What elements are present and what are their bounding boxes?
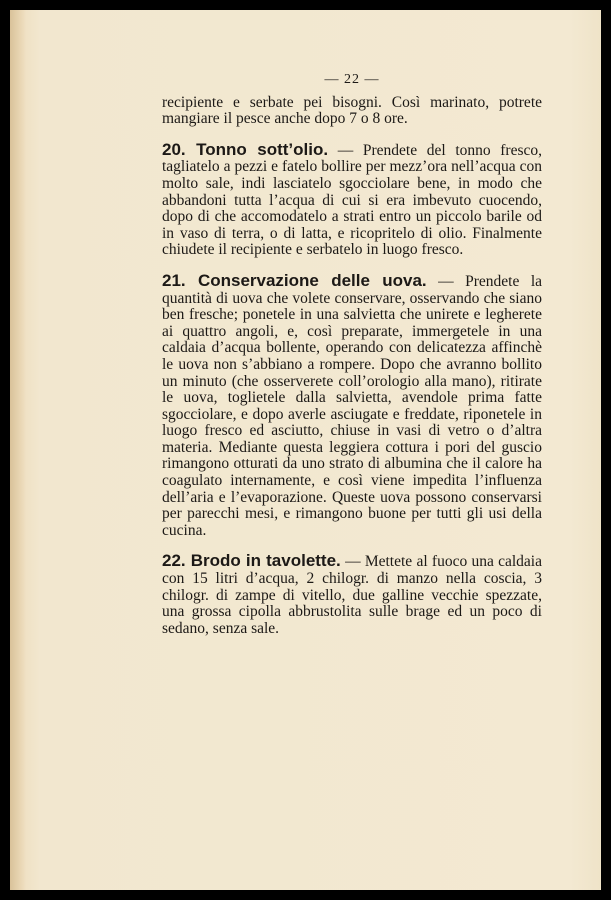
recipe-title: 21. Conservazione delle uova. (162, 270, 427, 290)
recipe-paragraph (162, 270, 543, 540)
recipe-title: 20. Tonno sott’olio. (162, 139, 329, 159)
recipe-body: — Prendete del tonno fresco, tagliatelo a pezzi e fatelo bollire per mezz’ora nell’acqua con molto sale, indi lasciatelo sgocciolare bene, in modo che abbandoni tutta l’acqua di cui si era imbevuto cuocendo, dopo di che accomodatelo a strati entro un piccolo barile od in vaso di terra, o di latta, e ricopritelo di olio. Finalmente chiudete il recipiente e serbatelo in luogo fresco. (162, 141, 542, 259)
recipe-20 (162, 139, 542, 259)
page-number: — 22 — (324, 72, 380, 87)
recipe-paragraph (162, 139, 542, 259)
recipe-paragraph (162, 553, 542, 637)
recipe-body: — Mettete al fuoco una caldaia con 15 litri d’acqua, 2 chilogr. di manzo nella coscia, 3 chilogr. di zampe di vitello, due galline vecchie spezzate, una grossa cipolla abbrustolita sulle brage ed un poco di sedano, senza sale. (162, 553, 542, 637)
page-spine-shadow (10, 10, 26, 890)
page-text-block (162, 72, 542, 637)
recipe-21 (162, 270, 543, 540)
intro-paragraph: recipiente e serbate pei bisogni. Così marinato, potrete mangiare il pesce anche dopo 7 o 8 ore. (162, 93, 542, 128)
recipe-22 (162, 553, 542, 637)
recipe-body: — Prendete la quantità di uova che volete conservare, osservando che siano ben fresche; ponetele in una salvietta che unirete e legherete ai quattro angoli, e, così preparate, immergetele in una caldaia d’acqua bollente, operando con delicatezza affinchè le uova non s’abbiano a rompere. Dopo che avranno bollito un minuto (che osserverete coll’orologio alla mano), ritirate le uova, toglietele dalla salvietta, avendole prima fatte sgocciolare, e dopo averle asciugate e freddate, riponetele in luogo fresco ed asciutto, chiuse in vasi di vetro o d’altra materia. Mediante questa leggiera cottura i pori del guscio rimangono otturati da uno strato di albumina che il calore ha coagulato internamente, e così viene impedita l’influenza dell’aria e l’evaporazione. Queste uova possono conservarsi per parecchi mesi, e rimangono buone per tutti gli usi della cucina. (162, 272, 543, 539)
recipe-title: 22. Brodo in tavolette. (162, 551, 341, 571)
